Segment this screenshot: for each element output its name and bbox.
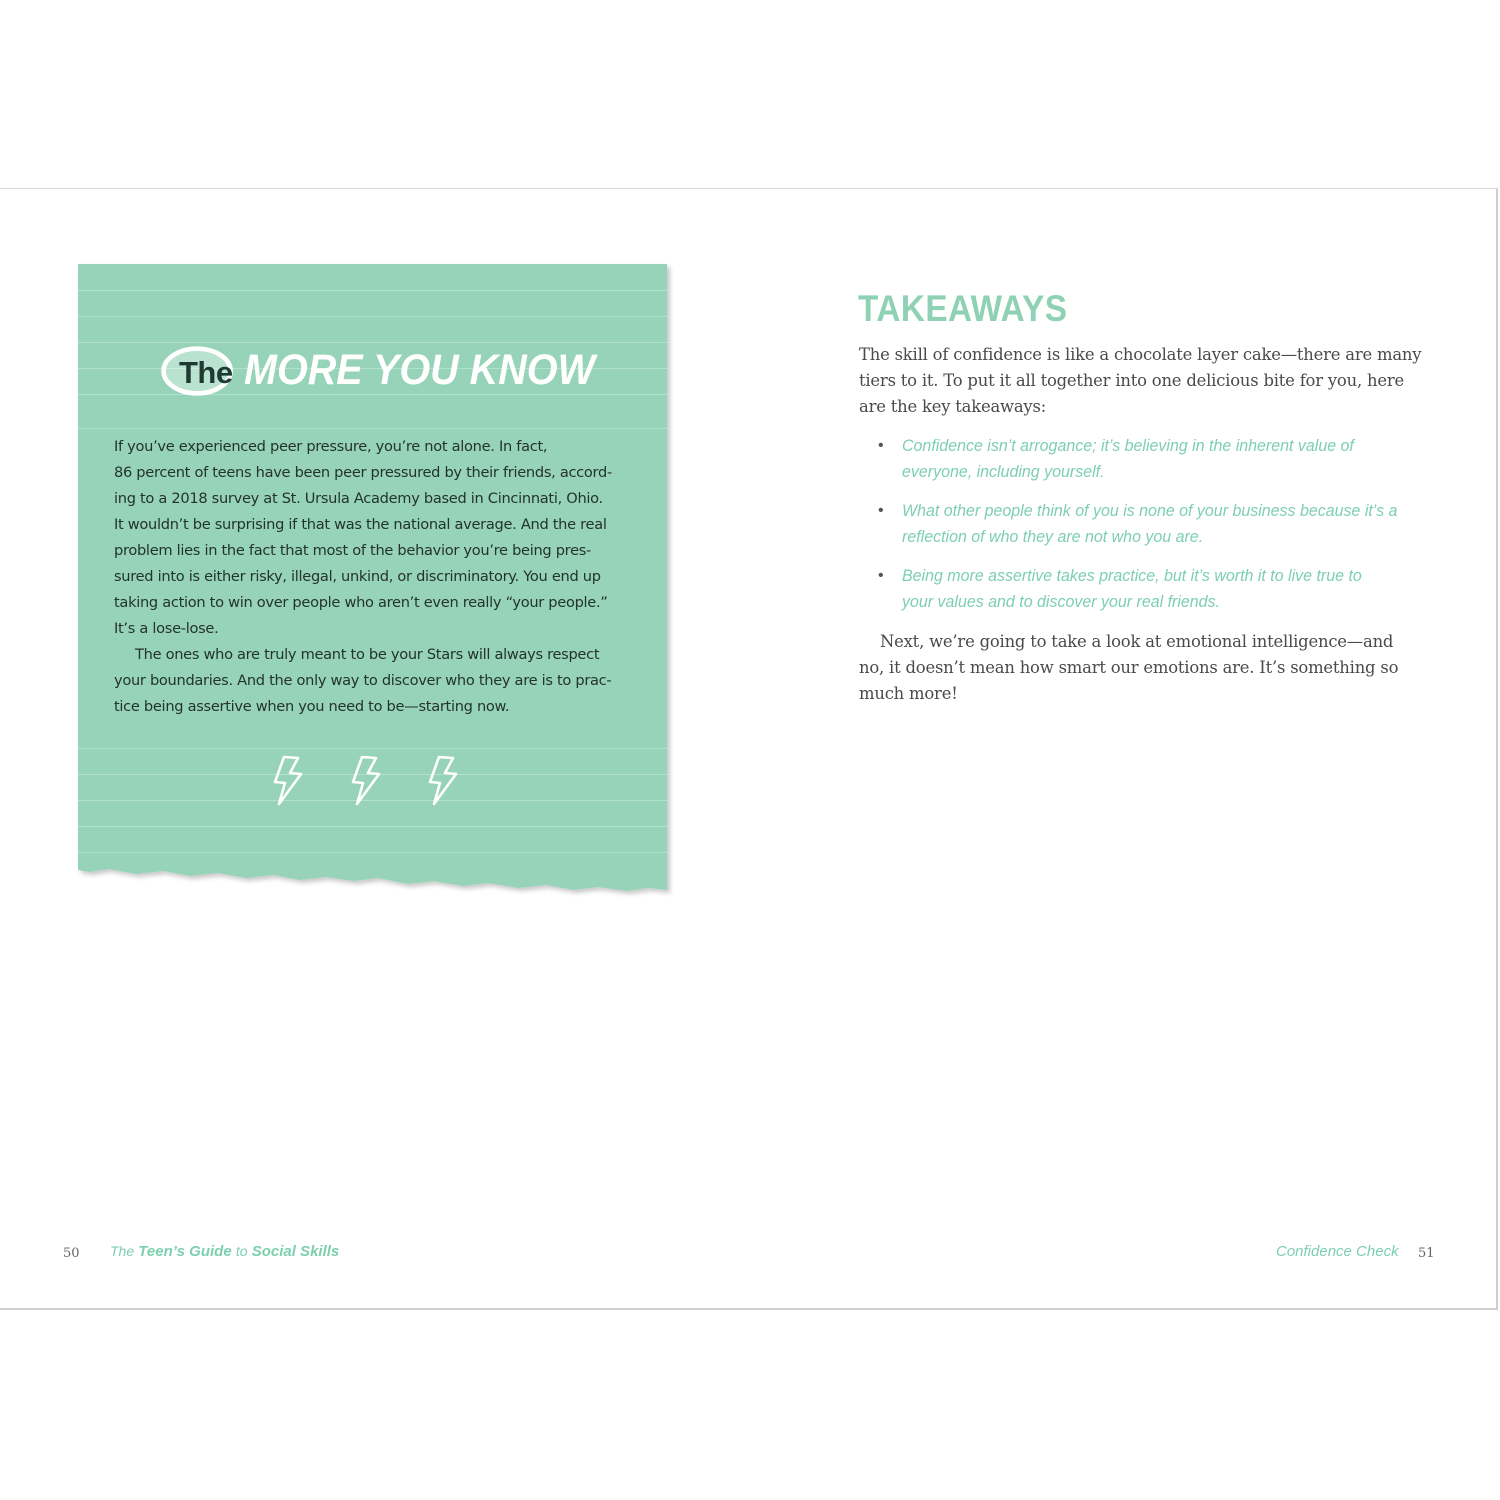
text-line: are the key takeaways: — [859, 397, 1047, 416]
takeaway-item — [878, 498, 1418, 550]
lightning-bolt-row — [268, 754, 468, 810]
text-line: ing to a 2018 survey at St. Ursula Academy based in Cincinnati, Ohio. — [114, 490, 603, 507]
title-the: The — [179, 355, 233, 390]
text-line: your boundaries. And the only way to discover who they are is to prac- — [114, 672, 612, 689]
closing-paragraph — [859, 629, 1419, 707]
card-paragraph-2 — [114, 642, 634, 720]
run-social-skills: Social Skills — [251, 1243, 340, 1260]
run-teens-guide: Teen’s Guide — [138, 1243, 232, 1260]
text-line: The ones who are truly meant to be your Stars will always respect — [135, 646, 600, 663]
run-to: to — [235, 1243, 248, 1259]
text-line: no, it doesn’t mean how smart our emotions are. It’s something so — [859, 658, 1399, 677]
text-line: Next, we’re going to take a look at emotional intelligence—and — [880, 632, 1394, 651]
bullet-icon: • — [878, 437, 884, 454]
takeaways-heading: TAKEAWAYS — [858, 288, 1068, 329]
card-paragraph-1 — [114, 434, 634, 642]
text-line: reflection of who they are not who you are. — [902, 527, 1204, 546]
text-line: everyone, including yourself. — [902, 462, 1105, 481]
text-line: sured into is either risky, illegal, unkind, or discriminatory. You end up — [114, 568, 601, 585]
text-line: Being more assertive takes practice, but it’s worth it to live true to — [902, 566, 1362, 585]
page-number-right: 51 — [1418, 1246, 1435, 1261]
text-line: If you’ve experienced peer pressure, you’re not alone. In fact, — [114, 438, 548, 455]
text-line: It wouldn’t be surprising if that was the national average. And the real — [114, 516, 607, 533]
running-head-left — [110, 1243, 339, 1260]
takeaway-item — [878, 433, 1418, 485]
text-line: taking action to win over people who aren’t even really “your people.” — [114, 594, 608, 611]
lightning-bolt-icon — [348, 754, 384, 808]
text-line: The skill of confidence is like a chocolate layer cake—there are many — [859, 345, 1422, 364]
run-the: The — [110, 1243, 135, 1259]
text-line: What other people think of you is none of your business because it’s a — [902, 501, 1398, 520]
card-title — [160, 344, 595, 404]
lightning-bolt-icon — [425, 754, 461, 808]
running-head-right: Confidence Check — [1276, 1243, 1399, 1260]
text-line: Confidence isn’t arrogance; it’s believing in the inherent value of — [902, 436, 1354, 455]
page-number-left: 50 — [63, 1246, 80, 1261]
text-line: It’s a lose-lose. — [114, 620, 219, 637]
text-line: tiers to it. To put it all together into one delicious bite for you, here — [859, 371, 1404, 390]
takeaways-intro — [859, 342, 1422, 420]
bullet-icon: • — [878, 567, 884, 584]
text-line: 86 percent of teens have been peer pressured by their friends, accord- — [114, 464, 612, 481]
text-line: problem lies in the fact that most of the behavior you’re being pres- — [114, 542, 592, 559]
card-body — [114, 434, 634, 720]
title-more-you-know: MORE YOU KNOW — [244, 346, 595, 394]
bullet-icon: • — [878, 502, 884, 519]
text-line: tice being assertive when you need to be—starting now. — [114, 698, 510, 715]
text-line: your values and to discover your real friends. — [902, 592, 1220, 611]
takeaway-item — [878, 563, 1418, 615]
takeaways-list — [878, 433, 1418, 628]
lightning-bolt-icon — [270, 754, 306, 808]
text-line: much more! — [859, 684, 958, 703]
